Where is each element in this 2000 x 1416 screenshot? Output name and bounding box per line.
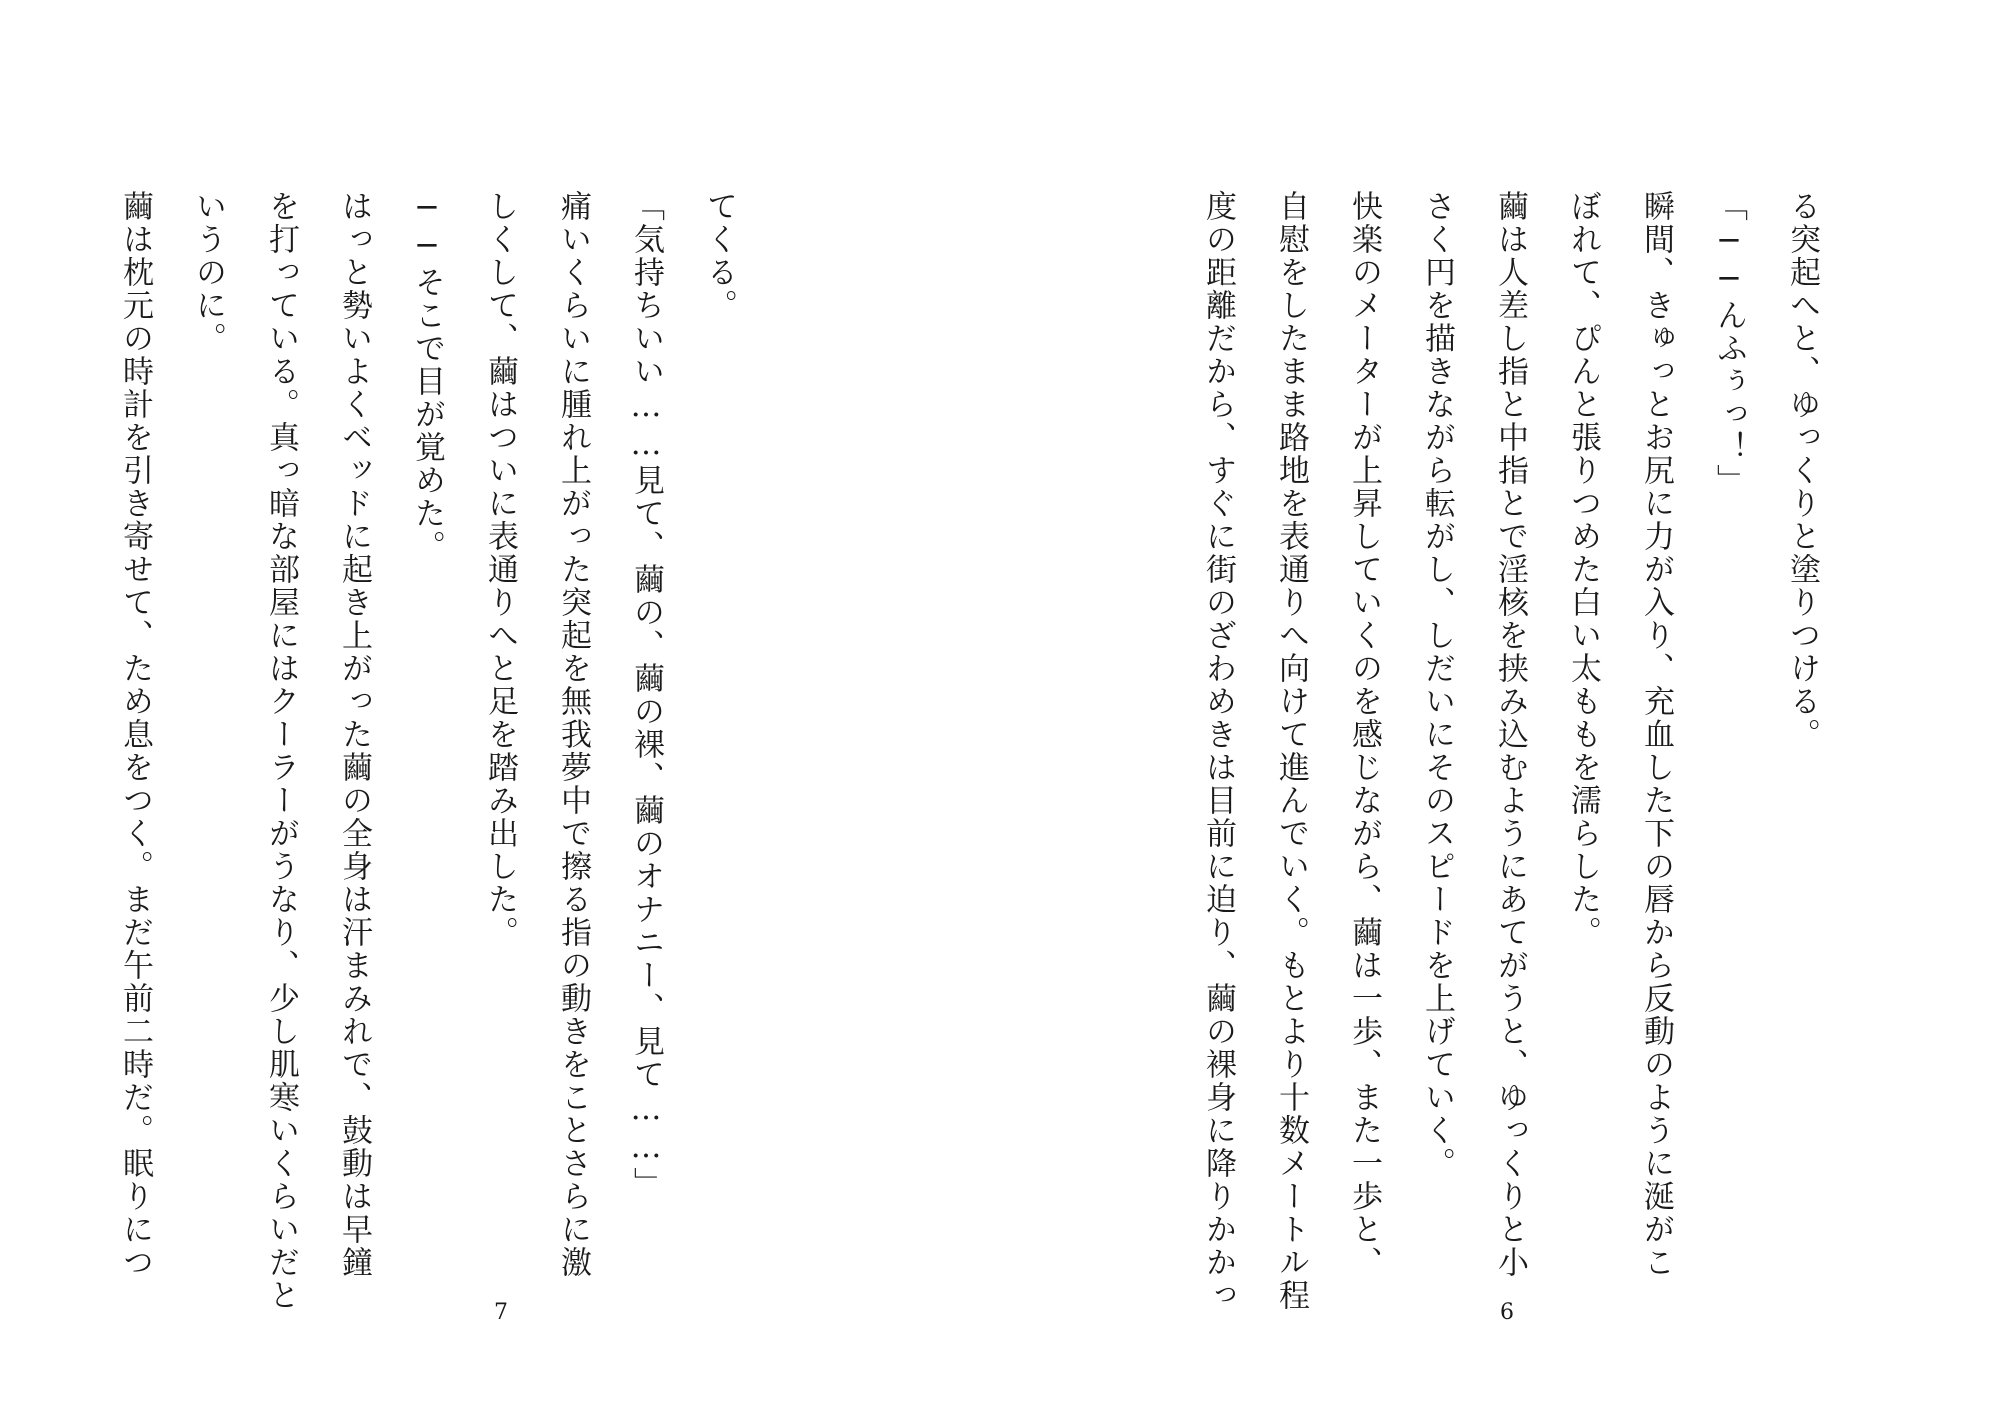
right-page [1000, 0, 2000, 1416]
page-number: 7 [494, 1300, 508, 1325]
text-line: さく円を描きながら転がし、しだいにそのスピードを上げていく。 [1419, 190, 1455, 1180]
text-line: 度の距離だから、すぐに街のざわめきは目前に迫り、繭の裸身に降りかかっ [1200, 190, 1236, 1312]
page-number: 6 [1500, 1300, 1514, 1325]
text-line: ぼれて、ぴんと張りつめた白い太ももを濡らした。 [1565, 190, 1601, 949]
text-line: 「──んふぅっ！」 [1711, 190, 1747, 497]
text-line: てくる。 [701, 190, 737, 322]
text-line: 痛いくらいに腫れ上がった突起を無我夢中で擦る指の動きをことさらに激 [555, 190, 591, 1279]
text-line: る突起へと、ゆっくりと塗りつける。 [1784, 190, 1820, 751]
text-line: ──そこで目が覚めた。 [409, 190, 445, 563]
text-line: 自慰をしたまま路地を表通りへ向けて進んでいく。もとより十数メートル程 [1273, 190, 1309, 1312]
text-line: 瞬間、きゅっとお尻に力が入り、充血した下の唇から反動のように涎がこ [1638, 190, 1674, 1279]
text-line: 快楽のメーターが上昇していくのを感じながら、繭は一歩、また一歩と、 [1346, 190, 1382, 1279]
right-page-text [1200, 190, 1838, 1312]
text-line: 「気持ちいい……見て、繭の、繭の裸、繭のオナニー、見て……」 [628, 190, 664, 1200]
text-line: いうのに。 [190, 190, 226, 355]
text-line: 繭は枕元の時計を引き寄せて、ため息をつく。まだ午前二時だ。眠りにつ [117, 190, 153, 1279]
text-line: 繭は人差し指と中指とで淫核を挟み込むようにあてがうと、ゆっくりと小 [1492, 190, 1528, 1279]
text-line: を打っている。真っ暗な部屋にはクーラーがうなり、少し肌寒いくらいだと [263, 190, 299, 1312]
text-line: はっと勢いよくベッドに起き上がった繭の全身は汗まみれで、鼓動は早鐘 [336, 190, 372, 1279]
text-line: しくして、繭はついに表通りへと足を踏み出した。 [482, 190, 518, 949]
left-page-text [0, 190, 755, 1312]
